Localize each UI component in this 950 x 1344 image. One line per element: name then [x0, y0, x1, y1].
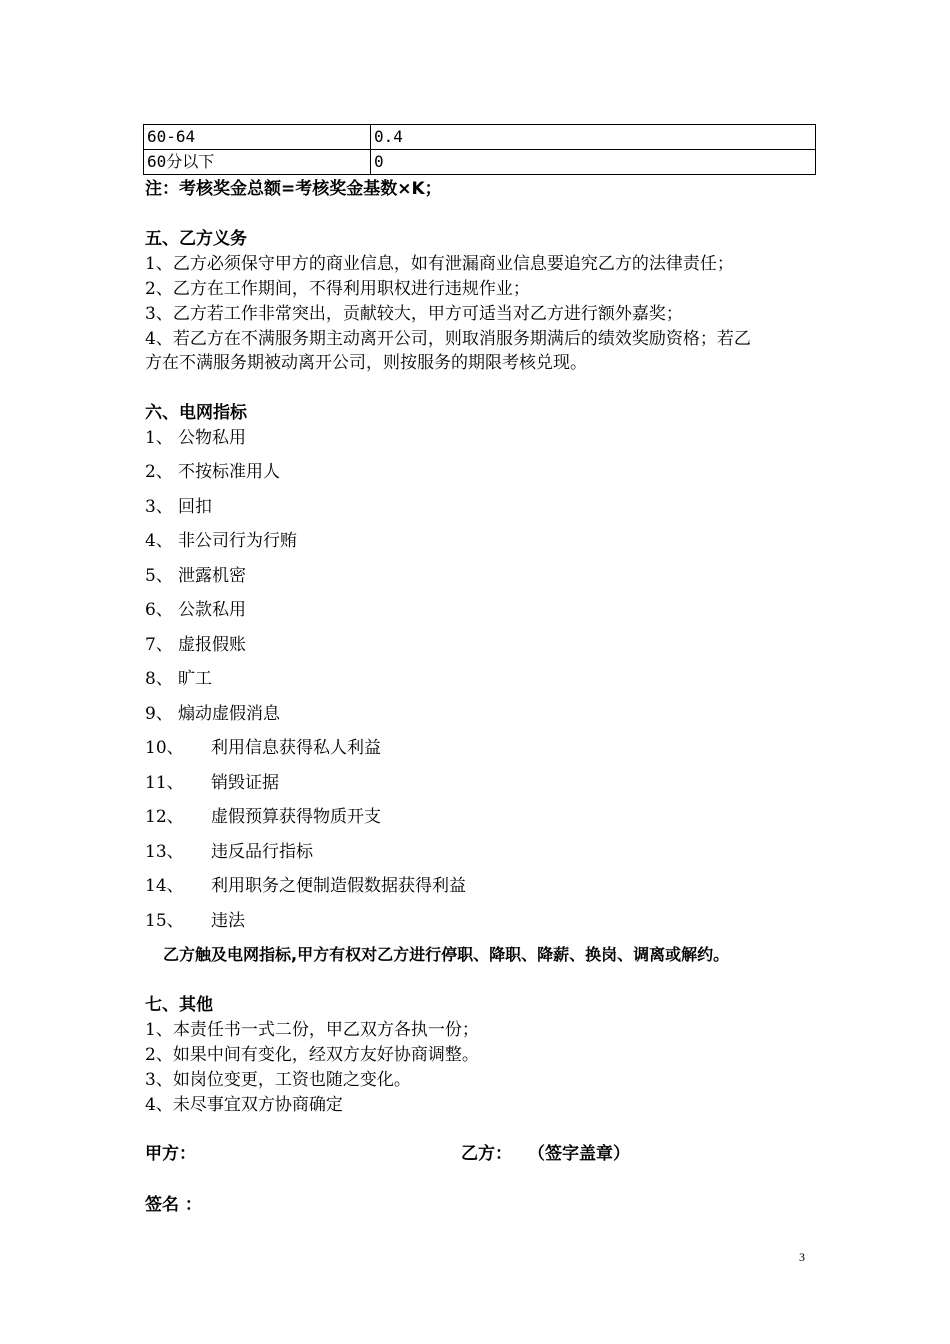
list-item-number: 13、	[145, 842, 184, 862]
list-item-text: 煽动虚假消息	[178, 704, 280, 724]
list-item-text: 违法	[211, 911, 245, 931]
list-item-text: 不按标准用人	[178, 462, 280, 482]
table-cell-range: 60-64	[144, 125, 371, 150]
list-item-number: 8、	[145, 669, 173, 689]
list-item-text: 利用信息获得私人利益	[211, 738, 381, 758]
table-cell-k: 0.4	[371, 125, 816, 150]
list-item-text: 旷工	[178, 669, 212, 689]
list-item-number: 3、	[145, 497, 173, 517]
list-item-number: 14、	[145, 876, 184, 896]
list-item	[145, 806, 381, 828]
list-item	[145, 461, 280, 483]
list-item-number: 6、	[145, 600, 173, 620]
list-item-text: 泄露机密	[178, 566, 246, 586]
section6-conclusion: 乙方触及电网指标,甲方有权对乙方进行停职、降职、降薪、换岗、调离或解约。	[163, 945, 730, 964]
party-b-label: 乙方：	[461, 1144, 512, 1164]
list-item-text: 利用职务之便制造假数据获得利益	[211, 876, 466, 896]
list-item-number: 1、	[145, 428, 173, 448]
section5-item: 方在不满服务期被动离开公司，则按服务的期限考核兑现。	[145, 353, 587, 373]
list-item-text: 虚报假账	[178, 635, 246, 655]
list-item	[145, 530, 297, 552]
table-cell-k: 0	[371, 150, 816, 175]
list-item-number: 11、	[145, 773, 184, 793]
list-item	[145, 703, 280, 725]
section7-heading: 七、其他	[145, 995, 213, 1015]
section5-item: 3、乙方若工作非常突出，贡献较大，甲方可适当对乙方进行额外嘉奖；	[145, 304, 683, 324]
list-item-number: 10、	[145, 738, 184, 758]
list-item	[145, 427, 246, 449]
list-item	[145, 599, 246, 621]
table-row	[144, 150, 816, 175]
list-item-number: 15、	[145, 911, 184, 931]
section5-item: 2、乙方在工作期间，不得利用职权进行违规作业；	[145, 279, 530, 299]
list-item-text: 公款私用	[178, 600, 246, 620]
list-item	[145, 668, 212, 690]
list-item-text: 回扣	[178, 497, 212, 517]
section6-heading: 六、电网指标	[145, 403, 247, 423]
table-cell-range: 60分以下	[144, 150, 371, 175]
k-value-table	[143, 124, 816, 175]
list-item-number: 9、	[145, 704, 173, 724]
list-item-text: 公物私用	[178, 428, 246, 448]
section5-heading: 五、乙方义务	[145, 229, 247, 249]
list-item-text: 虚假预算获得物质开支	[211, 807, 381, 827]
party-b-seal-note: （签字盖章）	[528, 1144, 630, 1164]
list-item	[145, 772, 279, 794]
list-item-number: 7、	[145, 635, 173, 655]
list-item	[145, 875, 466, 897]
list-item-text: 违反品行指标	[211, 842, 313, 862]
list-item-number: 2、	[145, 462, 173, 482]
list-item	[145, 496, 212, 518]
list-item	[145, 634, 246, 656]
list-item-number: 12、	[145, 807, 184, 827]
section5-item: 1、乙方必须保守甲方的商业信息，如有泄漏商业信息要追究乙方的法律责任；	[145, 254, 734, 274]
party-a-label: 甲方：	[145, 1144, 196, 1164]
section7-item: 2、如果中间有变化，经双方友好协商调整。	[145, 1045, 479, 1065]
list-item-number: 5、	[145, 566, 173, 586]
list-item	[145, 737, 381, 759]
section5-item: 4、若乙方在不满服务期主动离开公司，则取消服务期满后的绩效奖励资格；若乙	[145, 329, 751, 349]
list-item	[145, 841, 313, 863]
section7-item: 3、如岗位变更，工资也随之变化。	[145, 1070, 411, 1090]
section7-item: 4、未尽事宜双方协商确定	[145, 1095, 343, 1115]
page-number: 3	[799, 1250, 805, 1264]
list-item-number: 4、	[145, 531, 173, 551]
list-item	[145, 910, 245, 932]
bonus-note: 注：考核奖金总额=考核奖金基数×K；	[145, 179, 442, 199]
list-item	[145, 565, 246, 587]
list-item-text: 销毁证据	[211, 773, 279, 793]
table-row	[144, 125, 816, 150]
section7-item: 1、本责任书一式二份，甲乙双方各执一份；	[145, 1020, 479, 1040]
list-item-text: 非公司行为行贿	[178, 531, 297, 551]
signature-label: 签名 ：	[145, 1195, 202, 1215]
